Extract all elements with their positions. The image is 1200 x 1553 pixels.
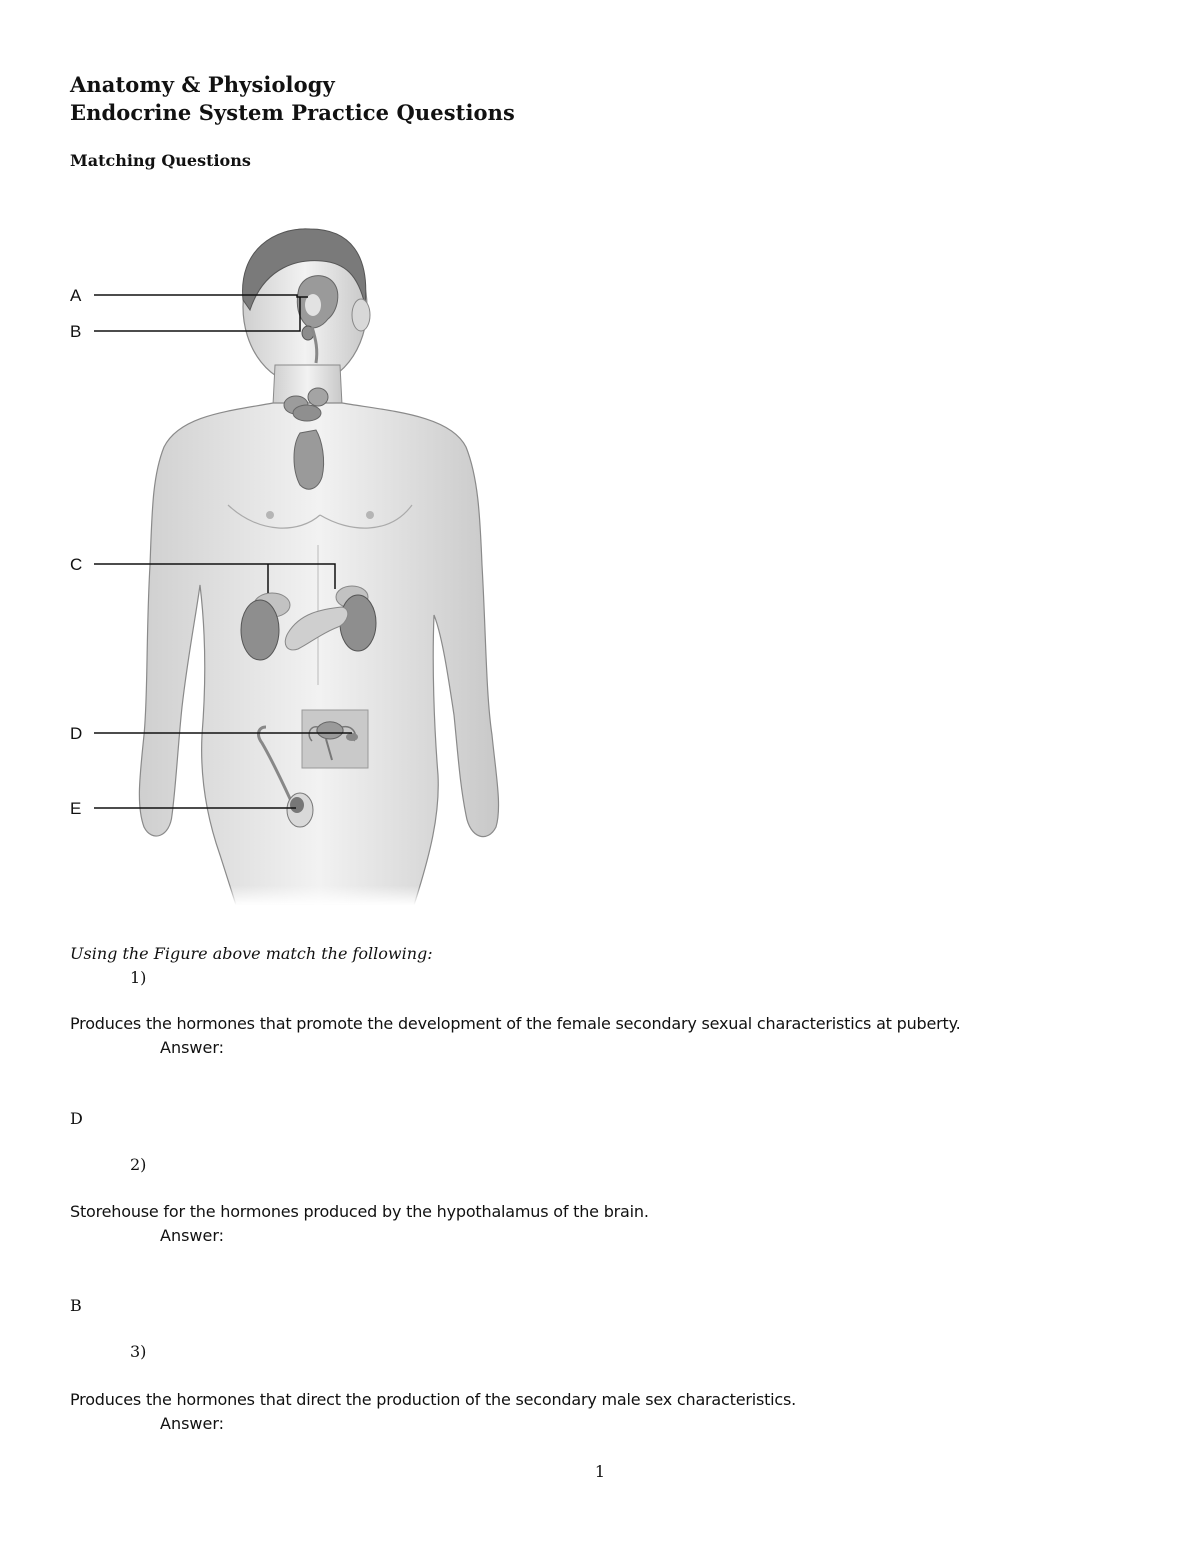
document-title: Anatomy & Physiology [70,72,335,97]
question-text: Produces the hormones that promote the development of the female secondary sexual characteristics at puberty. [70,1014,961,1033]
figure-label-d: D [70,724,83,743]
section-heading: Matching Questions [70,151,251,170]
answer-value: B [70,1296,82,1315]
question-text: Produces the hormones that direct the production of the secondary male sex characteristics. [70,1390,797,1409]
figure-label-b: B [70,322,82,341]
instructions-text: Using the Figure above match the following: [70,944,433,963]
question-number: 2) [130,1155,147,1174]
ovary-inset [302,710,368,768]
answer-label: Answer: [160,1226,225,1245]
question-text: Storehouse for the hormones produced by the hypothalamus of the brain. [70,1202,649,1221]
document-subtitle: Endocrine System Practice Questions [70,100,515,125]
answer-label: Answer: [160,1038,225,1057]
figure-label-a: A [70,286,82,305]
question-number: 1) [130,968,147,987]
answer-value: D [70,1109,83,1128]
figure-label-c: C [70,555,83,574]
endocrine-body-figure [60,215,500,905]
page-number: 1 [594,1462,606,1481]
question-number: 3) [130,1342,147,1361]
answer-label: Answer: [160,1414,225,1433]
figure-label-e: E [70,799,82,818]
